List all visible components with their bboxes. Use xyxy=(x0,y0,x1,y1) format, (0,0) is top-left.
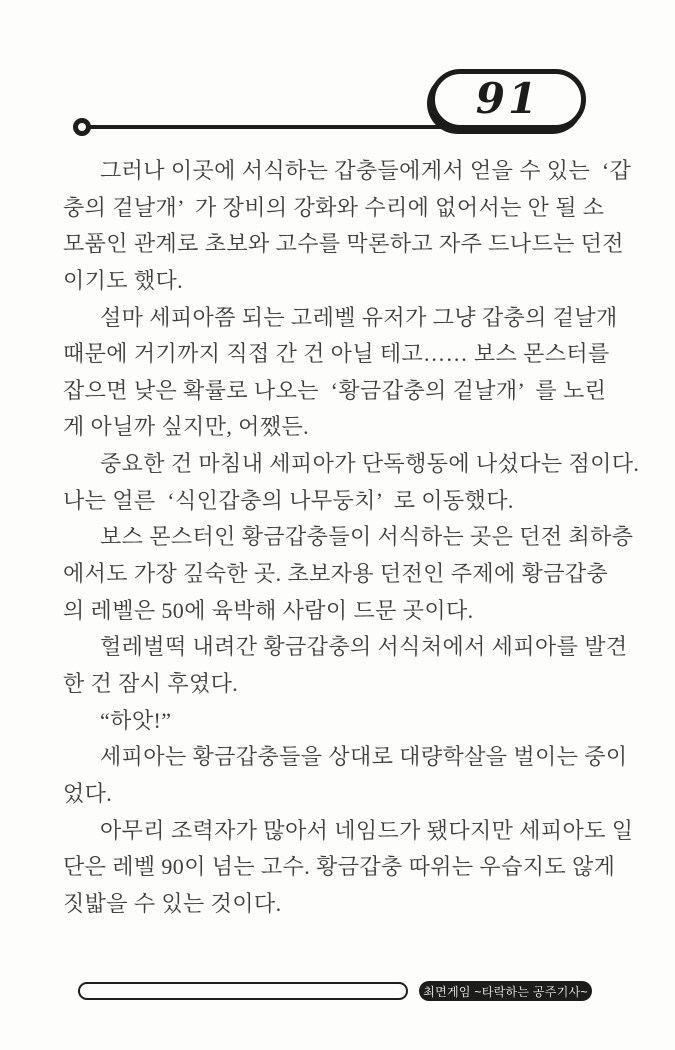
text-line: 었다. xyxy=(63,780,113,806)
text-line: 아무리 조력자가 많아서 네임드가 됐다지만 세피아도 일 xyxy=(100,817,634,843)
text-line: 게 아닐까 싶지만, 어쨌든. xyxy=(63,414,310,440)
text-line: 헐레벌떡 내려간 황금갑충의 서식처에서 세피아를 발견 xyxy=(100,634,628,660)
text-line: 단은 레벨 90이 넘는 고수. 황금갑충 따위는 우습지도 않게 xyxy=(63,854,616,880)
footer-series-title: 최면게임 ~타락하는 공주기사~ xyxy=(423,984,588,999)
text-line: 짓밟을 수 있는 것이다. xyxy=(63,890,282,916)
text-line: 의 레벨은 50에 육박해 사람이 드문 곳이다. xyxy=(63,597,474,623)
text-line: 때문에 거기까지 직접 간 건 아닐 테고…… 보스 몬스터를 xyxy=(63,341,610,367)
footer-series-badge xyxy=(419,981,592,1001)
text-line: 잡으면 낮은 확률로 나오는 ‘황금갑충의 겉날개’ 를 노린 xyxy=(63,377,607,403)
text-line: 세피아는 황금갑충들을 상대로 대량학살을 벌이는 중이 xyxy=(100,744,628,770)
footer-rule-pill xyxy=(78,982,408,1000)
text-line: 한 건 잠시 후였다. xyxy=(63,670,239,696)
text-line: 보스 몬스터인 황금갑충들이 서식하는 곳은 던전 최하층 xyxy=(100,524,634,550)
page-number: 91 xyxy=(475,74,541,123)
header-rule xyxy=(88,125,446,129)
text-line: 나는 얼른 ‘식인갑충의 나무둥치’ 로 이동했다. xyxy=(63,487,514,513)
text-line: “하앗!” xyxy=(100,707,172,733)
text-line: 이기도 했다. xyxy=(63,267,184,293)
page-text xyxy=(63,153,640,922)
text-line: 그러나 이곳에 서식하는 갑충들에게서 얻을 수 있는 ‘갑 xyxy=(100,158,632,183)
text-line: 중요한 건 마침내 세피아가 단독행동에 나섰다는 점이다. xyxy=(100,451,640,477)
text-line: 설마 세피아쯤 되는 고레벨 유저가 그냥 갑충의 겉날개 xyxy=(100,304,618,330)
page-number-badge xyxy=(430,69,586,130)
text-line: 모품인 관계로 초보와 고수를 막론하고 자주 드나드는 던전 xyxy=(63,231,624,257)
text-line: 충의 겉날개’ 가 장비의 강화와 수리에 없어서는 안 될 소 xyxy=(63,194,605,220)
text-line: 에서도 가장 깊숙한 곳. 초보자용 던전인 주제에 황금갑충 xyxy=(63,561,609,587)
